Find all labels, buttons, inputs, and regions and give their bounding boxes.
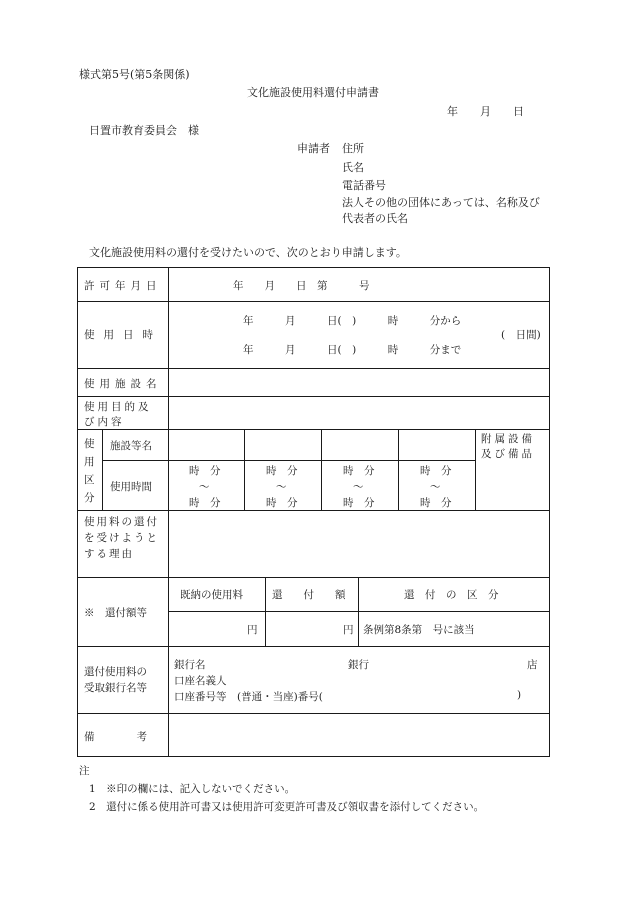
note-1: 1 ※印の欄には、記入しないでください。 (89, 783, 296, 795)
column-divider (321, 429, 322, 510)
intro-text: 文化施設使用料の還付を受けたいので、次のとおり申請します。 (89, 246, 407, 259)
corporate-note-line1: 法人その他の団体にあっては、名称及び (342, 196, 540, 209)
refund-label: ※ 還付額等 (84, 607, 147, 619)
category-label-char: 分 (84, 492, 95, 504)
equipment-label-line2: 及び備品 (481, 448, 535, 460)
category-label-char: 区 (84, 474, 95, 486)
notes-heading: 注 (79, 765, 90, 777)
row-divider (77, 510, 550, 511)
row-divider (77, 368, 550, 369)
date-line: 年 月 日 (447, 105, 524, 118)
row-divider (77, 577, 550, 578)
bank-suffix: 銀行 (348, 659, 369, 671)
usage-time-label: 使用時間 (110, 481, 152, 493)
form-number: 様式第5号(第5条関係) (79, 68, 190, 81)
time-slot-to: 時 分 (266, 497, 298, 509)
document-title: 文化施設使用料還付申請書 (247, 86, 379, 99)
bank-label-line2: 受取銀行名等 (84, 682, 147, 694)
use-days: ( 日間) (501, 329, 541, 341)
column-divider (358, 577, 359, 646)
column-divider (168, 510, 169, 757)
account-number-close: ) (517, 689, 522, 701)
paid-fee-label: 既納の使用料 (180, 589, 243, 601)
use-to-line: 年 月 日( ) 時 分まで (243, 344, 462, 356)
yen-unit: 円 (247, 624, 258, 636)
equipment-label-line1: 附属設備 (481, 433, 535, 445)
use-from-line: 年 月 日( ) 時 分から (243, 315, 462, 327)
time-slot-tilde: 〜 (199, 481, 210, 493)
refund-amount-label: 還 付 額 (272, 589, 346, 601)
column-divider (475, 429, 476, 510)
column-divider (398, 429, 399, 510)
branch-suffix: 店 (527, 659, 538, 671)
row-divider (168, 611, 550, 612)
row-divider (77, 429, 550, 430)
ordinance-clause: 条例第8条第 号に該当 (363, 624, 475, 636)
time-slot-tilde: 〜 (276, 481, 287, 493)
time-slot-to: 時 分 (420, 497, 452, 509)
reason-label-line1: 使用料の還付 (84, 516, 159, 528)
corporate-note-line2: 代表者の氏名 (342, 212, 408, 225)
column-divider (102, 429, 103, 510)
purpose-label-line2: び内容 (84, 416, 125, 428)
applicant-label: 申請者 (297, 142, 330, 155)
row-divider (77, 396, 550, 397)
permit-date-label: 許可年月日 (84, 280, 162, 292)
row-divider (102, 460, 475, 461)
yen-unit: 円 (343, 624, 354, 636)
time-slot-from: 時 分 (343, 465, 375, 477)
account-holder-label: 口座名義人 (174, 675, 227, 687)
permit-date-value: 年 月 日 第 号 (233, 280, 370, 292)
bank-name-label: 銀行名 (174, 659, 206, 671)
category-label-char: 使 (84, 438, 95, 450)
time-slot-from: 時 分 (189, 465, 221, 477)
note-2: 2 還付に係る使用許可書又は使用許可変更許可書及び領収書を添付してください。 (89, 801, 485, 813)
refund-category-label: 還 付 の 区 分 (404, 589, 499, 601)
use-datetime-label: 使用日時 (84, 329, 162, 341)
row-divider (77, 713, 550, 714)
reason-label-line2: を受けようと (84, 532, 159, 544)
facility-etc-label: 施設等名 (110, 440, 152, 452)
time-slot-from: 時 分 (266, 465, 298, 477)
facility-label: 使用施設名 (84, 378, 162, 390)
column-divider (244, 429, 245, 510)
time-slot-tilde: 〜 (430, 481, 441, 493)
row-divider (77, 301, 550, 302)
bank-label-line1: 還付使用料の (84, 666, 147, 678)
address-label: 住所 (342, 142, 364, 155)
name-label: 氏名 (342, 161, 364, 174)
addressee: 日置市教育委員会 様 (89, 124, 199, 137)
column-divider (168, 267, 169, 510)
time-slot-from: 時 分 (420, 465, 452, 477)
time-slot-to: 時 分 (189, 497, 221, 509)
remarks-label: 備 考 (84, 731, 147, 743)
column-divider (265, 577, 266, 646)
reason-label-line3: する理由 (84, 548, 134, 560)
account-number-label: 口座番号等 (普通・当座)番号( (174, 691, 323, 703)
time-slot-tilde: 〜 (353, 481, 364, 493)
category-label-char: 用 (84, 456, 95, 468)
time-slot-to: 時 分 (343, 497, 375, 509)
row-divider (77, 646, 550, 647)
purpose-label-line1: 使用目的及 (84, 401, 152, 413)
phone-label: 電話番号 (342, 179, 386, 192)
